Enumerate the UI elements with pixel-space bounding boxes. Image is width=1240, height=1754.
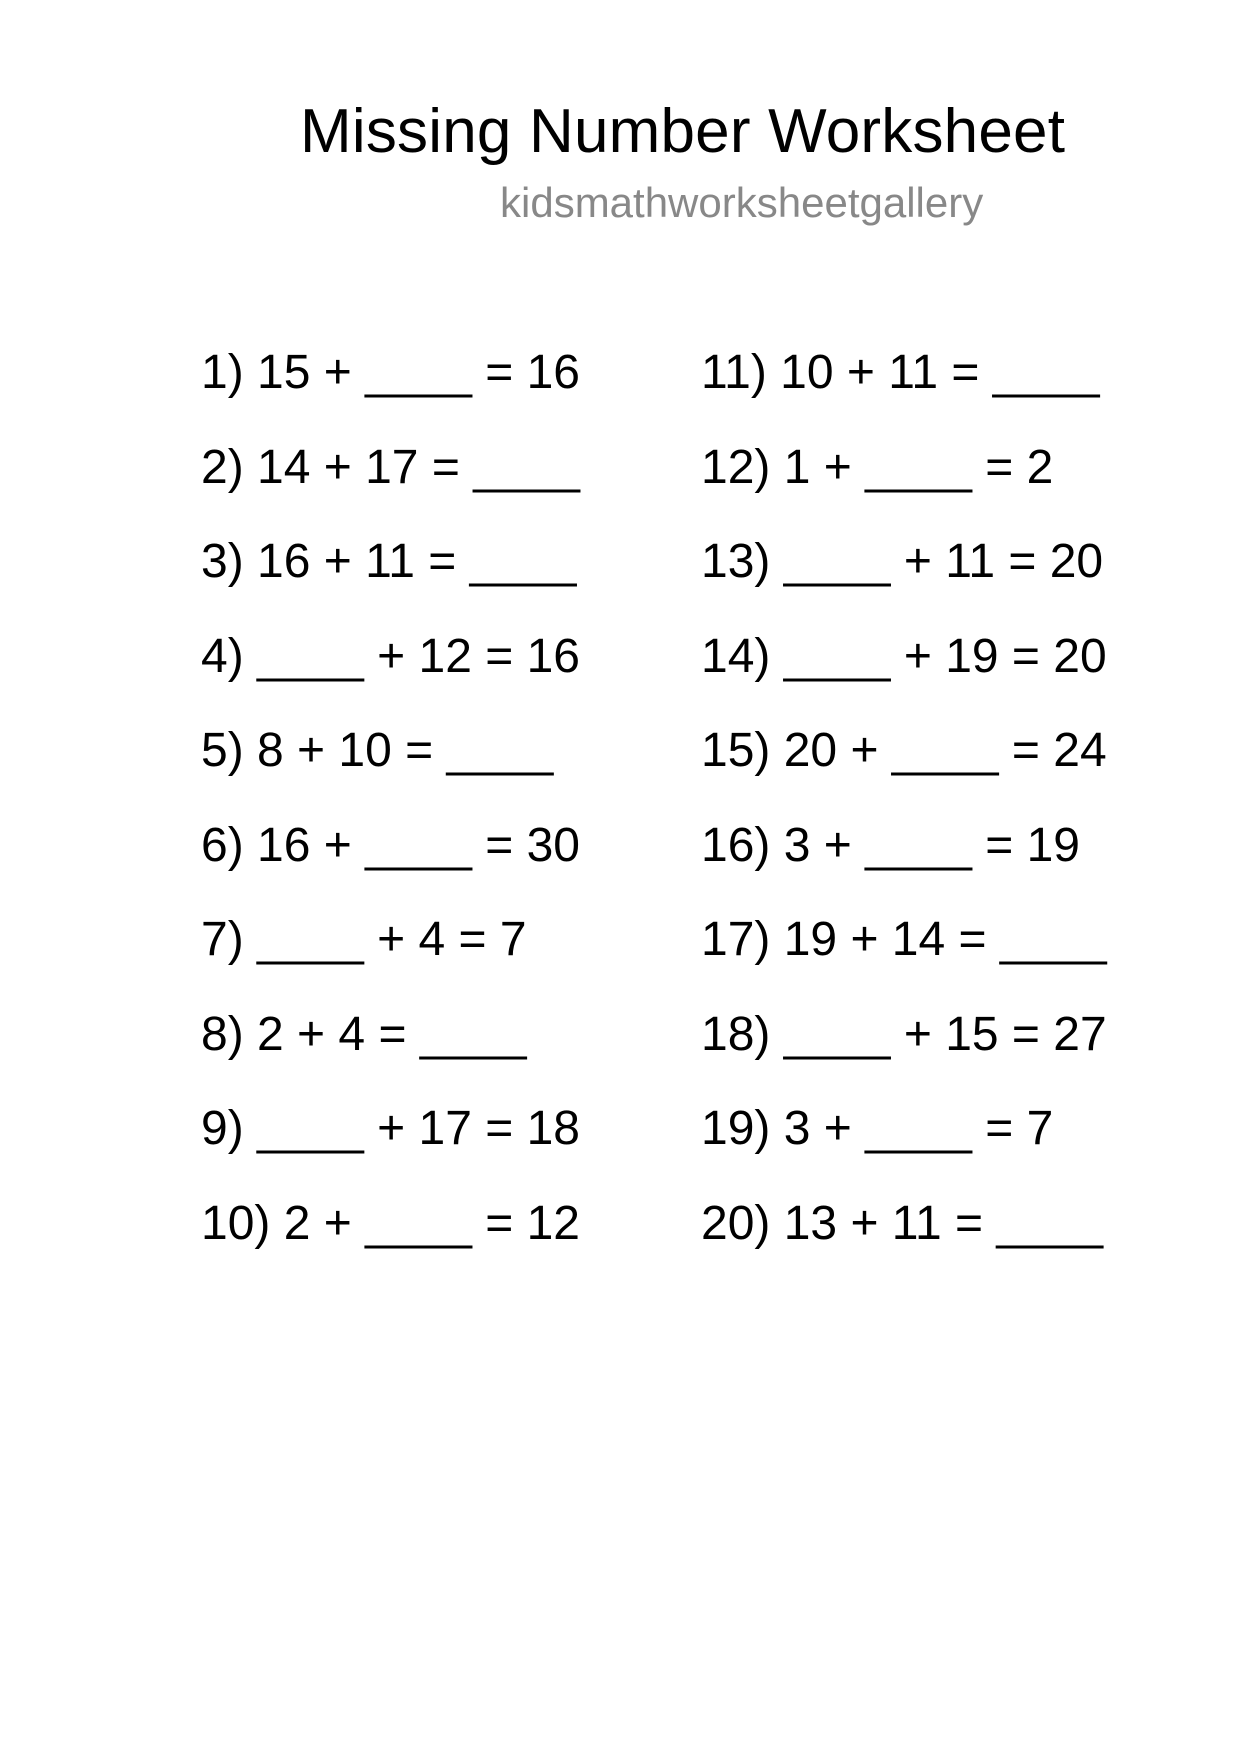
problem-6 <box>201 818 580 913</box>
problem-text: 4) ____ + 12 = 16 <box>201 629 580 683</box>
problem-text: 18) ____ + 15 = 27 <box>701 1007 1107 1061</box>
problem-18 <box>701 1007 1107 1102</box>
problem-2 <box>201 440 580 535</box>
page-title: Missing Number Worksheet <box>300 97 1066 166</box>
problem-text: 2) 14 + 17 = ____ <box>201 440 580 494</box>
problem-20 <box>701 1196 1107 1291</box>
problem-3 <box>201 534 580 629</box>
problems-column-right <box>701 345 1107 1290</box>
problem-text: 10) 2 + ____ = 12 <box>201 1196 580 1250</box>
site-credit: kidsmathworksheetgallery <box>500 179 984 226</box>
problem-text: 19) 3 + ____ = 7 <box>701 1102 1054 1155</box>
problem-5 <box>201 723 580 818</box>
problem-14 <box>701 629 1107 724</box>
problem-text: 3) 16 + 11 = ____ <box>201 535 577 588</box>
problem-text: 11) 10 + 11 = ____ <box>701 346 1100 399</box>
problem-12 <box>701 440 1107 535</box>
problem-11 <box>701 345 1107 440</box>
problem-text: 5) 8 + 10 = ____ <box>201 724 554 777</box>
problem-10 <box>201 1196 580 1291</box>
problem-text: 8) 2 + 4 = ____ <box>201 1007 527 1061</box>
problem-text: 13) ____ + 11 = 20 <box>701 535 1104 588</box>
problem-text: 14) ____ + 19 = 20 <box>701 629 1107 683</box>
problem-text: 17) 19 + 14 = ____ <box>701 913 1107 966</box>
problems-column-left <box>201 345 580 1290</box>
problem-1 <box>201 345 580 440</box>
problem-17 <box>701 912 1107 1007</box>
problem-13 <box>701 534 1107 629</box>
problem-15 <box>701 723 1107 818</box>
problem-text: 6) 16 + ____ = 30 <box>201 818 580 872</box>
problem-4 <box>201 629 580 724</box>
problem-7 <box>201 912 580 1007</box>
problem-16 <box>701 818 1107 913</box>
problem-text: 12) 1 + ____ = 2 <box>701 440 1054 494</box>
problem-9 <box>201 1101 580 1196</box>
problem-text: 1) 15 + ____ = 16 <box>201 346 580 399</box>
problem-8 <box>201 1007 580 1102</box>
problem-19 <box>701 1101 1107 1196</box>
problem-text: 9) ____ + 17 = 18 <box>201 1102 580 1155</box>
problem-text: 15) 20 + ____ = 24 <box>701 724 1107 777</box>
problem-text: 20) 13 + 11 = ____ <box>701 1196 1104 1250</box>
problem-text: 16) 3 + ____ = 19 <box>701 818 1080 872</box>
problem-text: 7) ____ + 4 = 7 <box>201 913 527 966</box>
